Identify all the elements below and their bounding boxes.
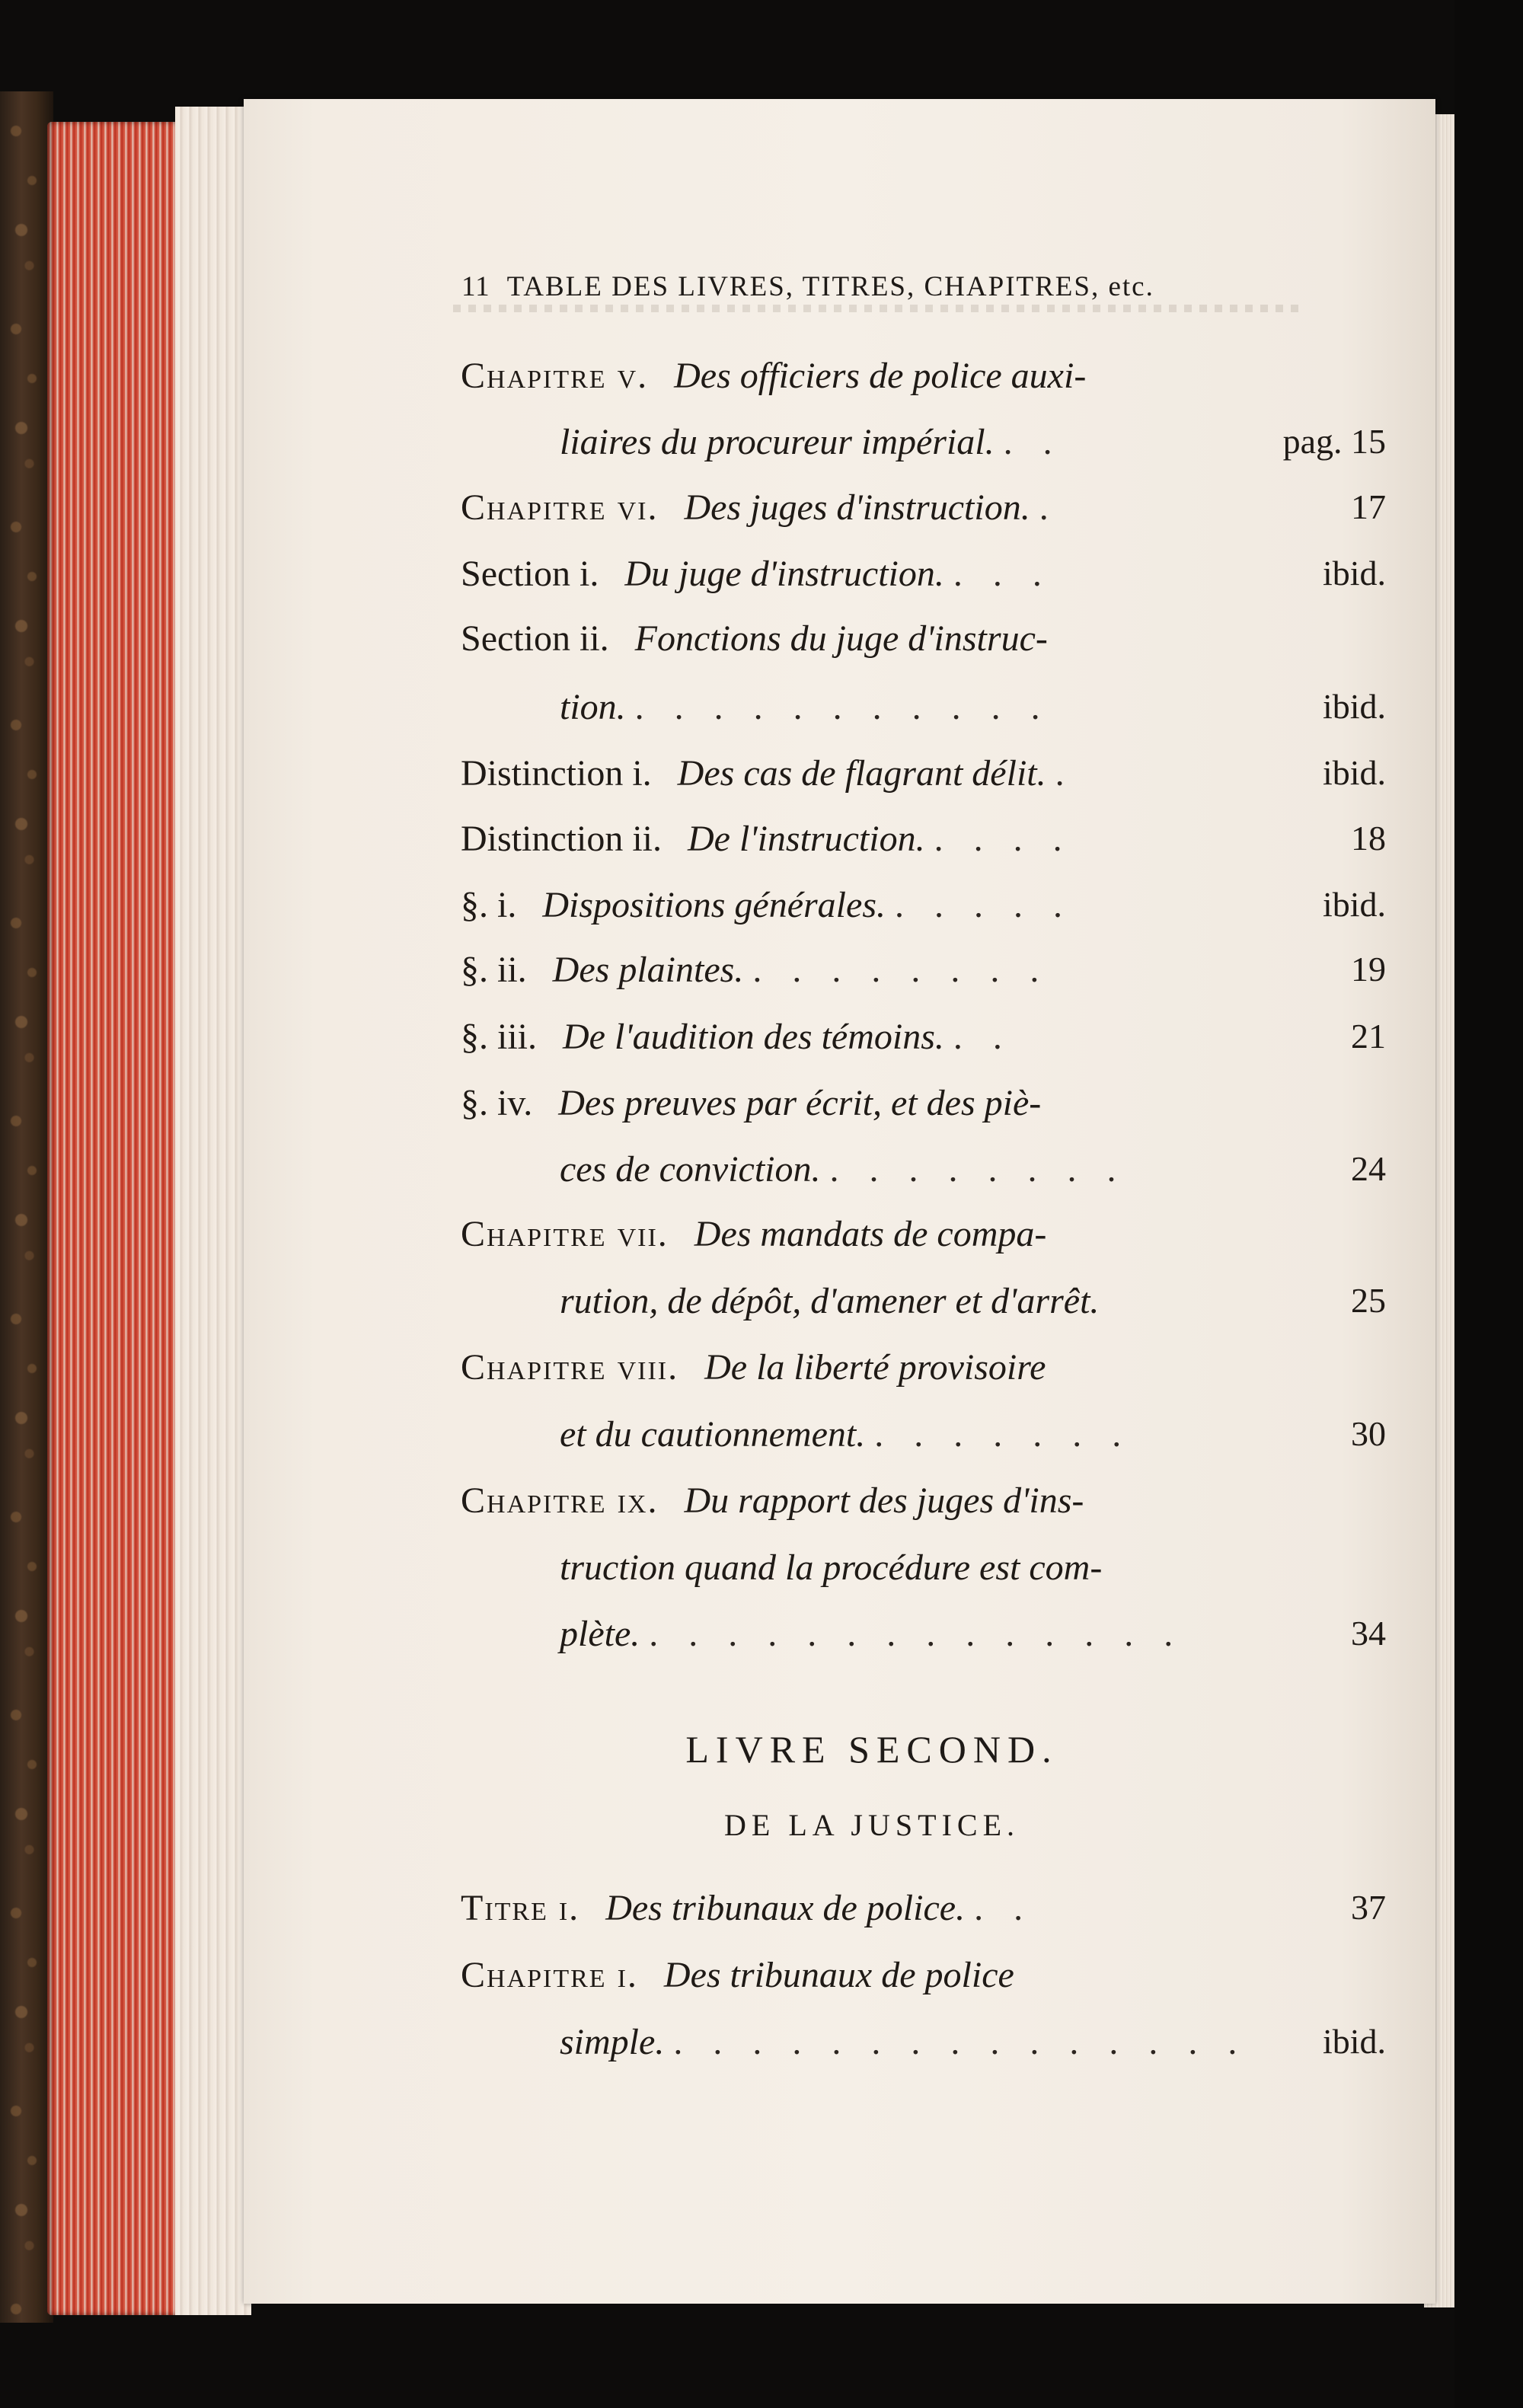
page-stack [175, 107, 251, 2315]
entry-title: ces de conviction. [560, 1149, 821, 1190]
entry-page: 17 [1351, 487, 1386, 526]
entry-title: liaires du procureur impérial. [560, 422, 995, 462]
book-cover-edge [0, 91, 53, 2323]
toc-entry [461, 1349, 1386, 1386]
entry-page: 21 [1351, 1017, 1386, 1055]
entry-title: Des officiers de police auxi- [674, 356, 1087, 396]
entry-page: 30 [1351, 1414, 1386, 1453]
entry-page: 18 [1351, 819, 1386, 857]
book-subtitle: DE LA JUSTICE. [724, 1808, 1020, 1842]
entry-dots: . . . . . . . . [829, 1149, 1127, 1190]
entry-label: Chapitre vi. [461, 487, 659, 528]
toc-entry [560, 1283, 1386, 1320]
entry-page: ibid. [1322, 2022, 1386, 2061]
entry-page: ibid. [1322, 687, 1386, 726]
toc-entry [461, 1890, 1386, 1927]
entry-dots: . . . . . . . [874, 1414, 1132, 1455]
toc-entry [560, 424, 1386, 461]
entry-page: 19 [1351, 950, 1386, 988]
entry-dots: . [1055, 753, 1075, 794]
header-rule [453, 305, 1306, 312]
entry-title: Du rapport des juges d'ins- [684, 1480, 1084, 1521]
entry-label: Distinction ii. [461, 819, 662, 859]
entry-title: simple. [560, 2022, 665, 2062]
toc-entry [560, 1416, 1386, 1453]
background-right [1454, 0, 1523, 2408]
entry-title: Des cas de flagrant délit. [677, 753, 1046, 794]
toc-entry [461, 618, 1386, 659]
entry-label: Chapitre ix. [461, 1480, 659, 1521]
entry-page: 25 [1351, 1281, 1386, 1320]
entry-label: Chapitre viii. [461, 1347, 679, 1388]
entry-title: Des plaintes. [552, 950, 744, 990]
toc-entry [461, 1085, 1386, 1122]
entry-label: Chapitre i. [461, 1955, 638, 1995]
toc-entry [461, 556, 1386, 592]
entry-label: Section ii. [461, 618, 609, 659]
toc-entry [461, 487, 1386, 528]
entry-dots: . . . . . . . . [752, 950, 1050, 990]
entry-label: §. i. [461, 885, 517, 925]
running-header [461, 270, 1307, 303]
entry-label: Section i. [461, 554, 599, 594]
entry-dots: . . . . . . . . . . . [634, 687, 1051, 727]
entry-title: Du juge d'instruction. [624, 554, 944, 594]
entry-dots: . . . . [934, 819, 1073, 859]
entry-page: 34 [1351, 1614, 1386, 1653]
entry-title: rution, de dépôt, d'amener et d'arrêt. [560, 1281, 1100, 1321]
toc-entry [461, 1480, 1386, 1521]
entry-page: pag. 15 [1282, 422, 1386, 461]
book-title: LIVRE SECOND. [685, 1728, 1058, 1771]
entry-page: ibid. [1322, 554, 1386, 592]
entry-title: et du cautionnement. [560, 1414, 866, 1455]
entry-label: Distinction i. [461, 753, 652, 794]
toc-entry [461, 755, 1386, 792]
entry-title: truction quand la procédure est com- [560, 1547, 1103, 1588]
entry-dots: . . [953, 1017, 1013, 1057]
toc-entry [461, 952, 1386, 988]
entry-title: De la liberté provisoire [704, 1347, 1046, 1388]
entry-title: Des juges d'instruction. [684, 487, 1030, 528]
entry-title: De l'instruction. [688, 819, 925, 859]
entry-title: Des mandats de compa- [694, 1214, 1047, 1254]
entry-page: ibid. [1322, 885, 1386, 924]
entry-title: Des preuves par écrit, et des piè- [558, 1083, 1042, 1123]
toc-entry [560, 1151, 1386, 1188]
entry-dots: . [1039, 487, 1059, 528]
entry-dots: . . [974, 1888, 1034, 1928]
toc-entry [560, 2024, 1386, 2061]
entry-label: Chapitre v. [461, 356, 649, 396]
toc-entry [461, 821, 1386, 857]
entry-label: Chapitre vii. [461, 1214, 669, 1254]
entry-page: 24 [1351, 1149, 1386, 1188]
page-block-edges [47, 122, 192, 2315]
toc-entry [560, 1547, 1386, 1588]
toc-entry [461, 358, 1386, 394]
entry-dots: . . . . . [895, 885, 1073, 925]
running-title: TABLE DES LIVRES, TITRES, CHAPITRES, etc. [506, 271, 1154, 302]
entry-dots: . . [1003, 422, 1063, 462]
entry-title: Des tribunaux de police [663, 1955, 1014, 1995]
entry-dots: . . . [953, 554, 1052, 594]
entry-label: §. iii. [461, 1017, 538, 1057]
entry-title: Des tribunaux de police. [605, 1888, 966, 1928]
entry-title: Dispositions générales. [542, 885, 886, 925]
entry-page: ibid. [1322, 753, 1386, 792]
page-number: 11 [461, 271, 490, 302]
toc-entry [461, 1019, 1386, 1055]
entry-title: plète. [560, 1614, 640, 1654]
entry-page: 37 [1351, 1888, 1386, 1927]
toc-entry [560, 1616, 1386, 1653]
entry-label: Titre i. [461, 1888, 580, 1928]
toc-entry [461, 1216, 1386, 1253]
entry-title: Fonctions du juge d'instruc- [634, 618, 1048, 659]
entry-dots: . . . . . . . . . . . . . . . [673, 2022, 1248, 2062]
entry-dots: . . . . . . . . . . . . . . [649, 1614, 1184, 1654]
toc-entry [560, 689, 1386, 726]
toc-entry [461, 887, 1386, 924]
entry-label: §. iv. [461, 1083, 533, 1123]
entry-title: De l'audition des témoins. [563, 1017, 944, 1057]
entry-title: tion. [560, 687, 626, 727]
toc-entry [461, 1957, 1386, 1994]
entry-label: §. ii. [461, 950, 527, 990]
